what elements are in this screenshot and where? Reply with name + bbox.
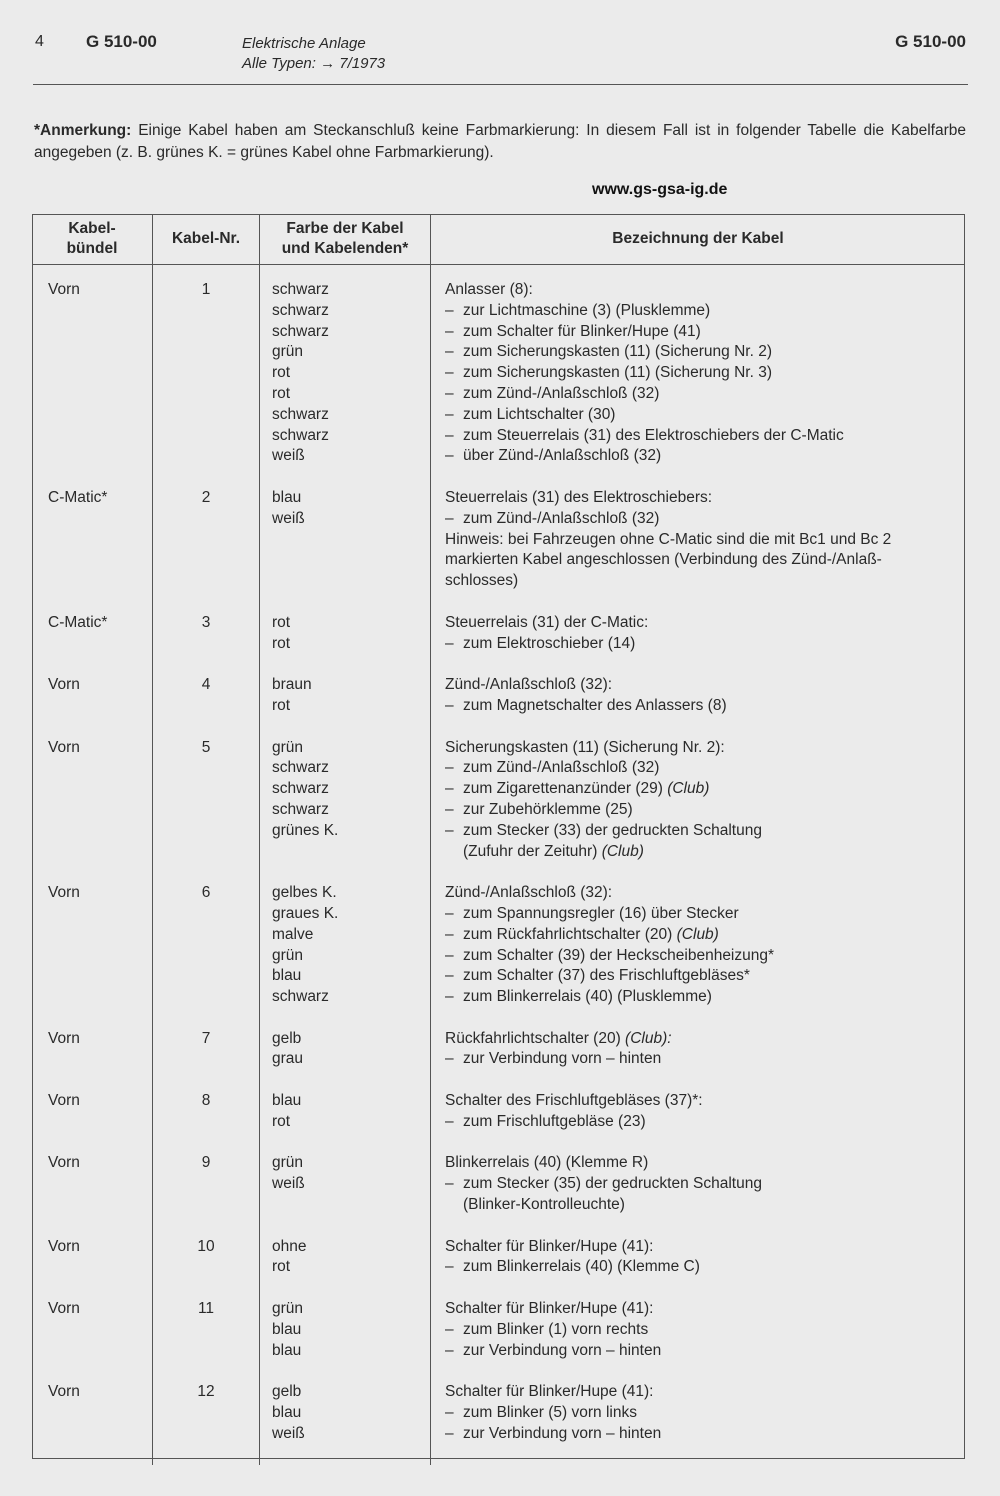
note-paragraph <box>34 120 966 164</box>
cell-number: 9 <box>153 1153 260 1236</box>
description-line <box>445 966 965 987</box>
header-number: Kabel-Nr. <box>153 214 260 265</box>
description-text: Steuerrelais (31) der C-Matic: <box>445 613 649 631</box>
cell-colors <box>260 1091 431 1153</box>
description-line <box>445 280 965 301</box>
cable-color: weiß <box>272 447 305 465</box>
cell-description <box>431 1153 966 1236</box>
description-line <box>445 1257 965 1278</box>
description-line <box>445 1403 965 1424</box>
description-text: zum Zünd-/Anlaßschloß (32) <box>463 509 660 527</box>
cable-color: blau <box>272 1092 302 1110</box>
description-text: schlosses) <box>445 572 519 590</box>
cable-color: grün <box>272 946 304 964</box>
description-line <box>445 946 965 967</box>
cell-number: 10 <box>153 1237 260 1299</box>
cell-description <box>431 675 966 737</box>
club-note: (Club) <box>667 780 710 798</box>
description-text: Steuerrelais (31) des Elektroschiebers: <box>445 488 713 506</box>
cell-number: 5 <box>153 738 260 884</box>
description-line <box>445 696 965 717</box>
description-text: zum Lichtschalter (30) <box>463 405 616 423</box>
description-line <box>445 925 965 946</box>
cable-color: blau <box>272 967 302 985</box>
description-line <box>445 509 965 530</box>
dash-bullet: – <box>445 1050 454 1068</box>
dash-bullet: – <box>445 696 454 714</box>
dash-bullet: – <box>445 1341 454 1359</box>
dash-bullet: – <box>445 800 454 818</box>
description-text: Rückfahrlichtschalter (20) <box>445 1029 621 1047</box>
cell-number: 12 <box>153 1382 260 1465</box>
cell-number: 11 <box>153 1299 260 1382</box>
description-text: Schalter für Blinker/Hupe (41): <box>445 1383 654 1401</box>
description-line <box>445 613 965 634</box>
description-text: zur Zubehörklemme (25) <box>463 800 633 818</box>
table-row <box>32 265 965 488</box>
description-line <box>445 446 965 467</box>
dash-bullet: – <box>445 1112 454 1130</box>
description-text: markierten Kabel angeschlossen (Verbindung des Zünd-/Anlaß- <box>445 551 882 569</box>
description-text: zum Spannungsregler (16) über Stecker <box>463 904 739 922</box>
cable-color: schwarz <box>272 322 329 340</box>
cell-description <box>431 883 966 1029</box>
description-line <box>445 1424 965 1445</box>
cell-colors <box>260 1299 431 1382</box>
description-text: Schalter für Blinker/Hupe (41): <box>445 1237 654 1255</box>
cell-bundle: C-Matic* <box>48 488 108 506</box>
cable-color: gelbes K. <box>272 884 337 902</box>
cell-bundle: Vorn <box>48 738 80 756</box>
description-line <box>445 1195 965 1216</box>
cable-color: schwarz <box>272 988 329 1006</box>
description-text: zum Schalter (39) der Heckscheibenheizung* <box>463 946 775 964</box>
description-line <box>445 987 965 1008</box>
description-line <box>445 800 965 821</box>
cell-colors <box>260 1382 431 1465</box>
dash-bullet: – <box>445 447 454 465</box>
cable-color: gelb <box>272 1383 302 1401</box>
table-row <box>32 613 965 675</box>
cable-color: blau <box>272 488 302 506</box>
description-line <box>445 363 965 384</box>
dash-bullet: – <box>445 343 454 361</box>
cell-colors <box>260 488 431 613</box>
description-text: zur Verbindung vorn – hinten <box>463 1050 662 1068</box>
cable-color: schwarz <box>272 405 329 423</box>
description-text: zum Stecker (33) der gedruckten Schaltung <box>463 821 762 839</box>
cell-number: 2 <box>153 488 260 613</box>
description-text: zum Blinkerrelais (40) (Klemme C) <box>463 1258 700 1276</box>
cell-bundle: Vorn <box>48 281 80 298</box>
document-code-right: G 510-00 <box>895 32 966 51</box>
cell-number: 8 <box>153 1091 260 1153</box>
header-color <box>260 214 431 265</box>
description-text: Zünd-/Anlaßschloß (32): <box>445 676 613 694</box>
cell-number: 3 <box>153 613 260 675</box>
note-label: *Anmerkung: <box>34 122 132 139</box>
description-text: zum Frischluftgebläse (23) <box>463 1112 646 1130</box>
cell-colors <box>260 1029 431 1091</box>
table-row <box>32 1299 965 1382</box>
cell-number: 1 <box>153 265 260 488</box>
header-divider <box>33 84 968 85</box>
header-bundle-line-2: bündel <box>66 240 118 257</box>
dash-bullet: – <box>445 384 454 402</box>
description-line <box>445 571 965 592</box>
table-row <box>32 883 965 1029</box>
table-row <box>32 1237 965 1299</box>
description-text: zum Zünd-/Anlaßschloß (32) <box>463 384 660 402</box>
description-text: zum Elektroschieber (14) <box>463 634 636 652</box>
cell-colors <box>260 883 431 1029</box>
table-row <box>32 488 965 613</box>
description-text: (Blinker-Kontrolleuchte) <box>463 1196 625 1214</box>
description-text: zum Rückfahrlichtschalter (20) <box>463 925 673 943</box>
description-line <box>445 904 965 925</box>
cell-colors <box>260 1153 431 1236</box>
dash-bullet: – <box>445 759 454 777</box>
cell-description <box>431 1091 966 1153</box>
subtitle-line-2: Alle Typen: → 7/1973 <box>242 55 386 72</box>
cable-color: schwarz <box>272 780 329 798</box>
cell-bundle: Vorn <box>48 676 80 694</box>
club-note: (Club) <box>676 925 719 943</box>
description-line <box>445 1237 965 1258</box>
cable-color: rot <box>272 1258 291 1276</box>
club-note: (Club): <box>625 1029 672 1047</box>
description-text: zum Blinker (1) vorn rechts <box>463 1320 649 1338</box>
table-body <box>32 265 965 1466</box>
cell-description <box>431 265 966 488</box>
cable-color: graues K. <box>272 904 339 922</box>
dash-bullet: – <box>445 904 454 922</box>
cell-bundle: Vorn <box>48 1237 80 1255</box>
description-line <box>445 1174 965 1195</box>
table-header-row <box>32 214 965 265</box>
cable-table <box>32 214 965 1465</box>
description-text: Schalter des Frischluftgebläses (37)*: <box>445 1092 703 1110</box>
cell-description <box>431 1237 966 1299</box>
cable-color: braun <box>272 676 312 694</box>
cell-bundle: Vorn <box>48 1029 80 1047</box>
description-text: Schalter für Blinker/Hupe (41): <box>445 1300 654 1318</box>
dash-bullet: – <box>445 1258 454 1276</box>
description-line <box>445 1299 965 1320</box>
watermark-url: www.gs-gsa-ig.de <box>592 181 728 198</box>
description-line <box>445 488 965 509</box>
description-line <box>445 675 965 696</box>
dash-bullet: – <box>445 1404 454 1422</box>
cable-color: schwarz <box>272 426 329 444</box>
cell-description <box>431 738 966 884</box>
cell-description <box>431 1029 966 1091</box>
description-text: zur Lichtmaschine (3) (Plusklemme) <box>463 301 711 319</box>
table-row <box>32 1382 965 1465</box>
cable-color: rot <box>272 1112 291 1130</box>
description-text: zum Schalter für Blinker/Hupe (41) <box>463 322 701 340</box>
description-line <box>445 1091 965 1112</box>
header-bundle <box>32 214 153 265</box>
cable-color: schwarz <box>272 800 329 818</box>
dash-bullet: – <box>445 946 454 964</box>
cable-color: grün <box>272 1154 304 1172</box>
description-line <box>445 342 965 363</box>
cell-number: 4 <box>153 675 260 737</box>
cell-colors <box>260 265 431 488</box>
cell-bundle: Vorn <box>48 1383 80 1401</box>
cable-color: weiß <box>272 509 305 527</box>
description-text: über Zünd-/Anlaßschloß (32) <box>463 447 662 465</box>
cable-color: blau <box>272 1404 302 1422</box>
description-line <box>445 301 965 322</box>
description-text: Hinweis: bei Fahrzeugen ohne C-Matic sind die mit Bc1 und Bc 2 <box>445 530 892 548</box>
description-line <box>445 1341 965 1362</box>
description-line <box>445 1320 965 1341</box>
description-line <box>445 530 965 551</box>
description-text: zum Magnetschalter des Anlassers (8) <box>463 696 727 714</box>
cell-bundle: Vorn <box>48 1154 80 1172</box>
cell-bundle: Vorn <box>48 1092 80 1110</box>
dash-bullet: – <box>445 925 454 943</box>
document-code-left: G 510-00 <box>86 32 157 51</box>
cable-color: ohne <box>272 1237 307 1255</box>
cable-color: blau <box>272 1320 302 1338</box>
cable-color: rot <box>272 384 291 402</box>
cell-colors <box>260 1237 431 1299</box>
cell-colors <box>260 613 431 675</box>
dash-bullet: – <box>445 509 454 527</box>
dash-bullet: – <box>445 967 454 985</box>
header-description: Bezeichnung der Kabel <box>431 214 966 265</box>
description-text: zum Blinkerrelais (40) (Plusklemme) <box>463 988 712 1006</box>
cell-bundle: Vorn <box>48 1300 80 1318</box>
description-text: zum Steuerrelais (31) des Elektroschiebers der C-Matic <box>463 426 844 444</box>
cell-number: 7 <box>153 1029 260 1091</box>
note-text: Einige Kabel haben am Steckanschluß keine Farbmarkierung: In diesem Fall ist in folgender Tabelle die Kabelfarbe angegeben (z. B. grünes K. = grünes Kabel ohne Farbmarkierung). <box>34 122 966 161</box>
description-text: zur Verbindung vorn – hinten <box>463 1424 662 1442</box>
dash-bullet: – <box>445 821 454 839</box>
cable-color: malve <box>272 925 314 943</box>
description-line <box>445 842 965 863</box>
table-row <box>32 1091 965 1153</box>
dash-bullet: – <box>445 1424 454 1442</box>
dash-bullet: – <box>445 301 454 319</box>
description-line <box>445 1049 965 1070</box>
header-color-line-2: und Kabelenden* <box>281 240 409 257</box>
dash-bullet: – <box>445 780 454 798</box>
cable-color: schwarz <box>272 759 329 777</box>
description-line <box>445 1112 965 1133</box>
description-text: zum Sicherungskasten (11) (Sicherung Nr. 2) <box>463 343 772 361</box>
table-row <box>32 738 965 884</box>
description-text: Anlasser (8): <box>445 281 533 298</box>
cell-bundle: Vorn <box>48 884 80 902</box>
cable-color: rot <box>272 696 291 714</box>
cable-color: grün <box>272 343 304 361</box>
description-line <box>445 426 965 447</box>
description-line <box>445 322 965 343</box>
cable-color: rot <box>272 613 291 631</box>
subtitle-line-1: Elektrische Anlage <box>242 35 366 52</box>
page-number: 4 <box>35 33 44 50</box>
description-text: zur Verbindung vorn – hinten <box>463 1341 662 1359</box>
club-note: (Club) <box>601 842 644 860</box>
table-row <box>32 1153 965 1236</box>
dash-bullet: – <box>445 405 454 423</box>
description-line <box>445 405 965 426</box>
description-text: Blinkerrelais (40) (Klemme R) <box>445 1154 649 1172</box>
cell-description <box>431 488 966 613</box>
description-line <box>445 1382 965 1403</box>
cable-color: rot <box>272 364 291 382</box>
cable-color: grünes K. <box>272 821 339 839</box>
description-text: zum Blinker (5) vorn links <box>463 1404 637 1422</box>
cell-bundle: C-Matic* <box>48 613 108 631</box>
dash-bullet: – <box>445 988 454 1006</box>
description-text: zum Zünd-/Anlaßschloß (32) <box>463 759 660 777</box>
cable-color: blau <box>272 1341 302 1359</box>
cable-color: rot <box>272 634 291 652</box>
description-text: zum Schalter (37) des Frischluftgebläses* <box>463 967 750 985</box>
dash-bullet: – <box>445 322 454 340</box>
cable-color: grau <box>272 1050 304 1068</box>
header-bundle-line-1: Kabel- <box>68 220 116 237</box>
description-line <box>445 738 965 759</box>
cable-color: weiß <box>272 1424 305 1442</box>
description-line <box>445 634 965 655</box>
cell-description <box>431 1299 966 1382</box>
table-row <box>32 1029 965 1091</box>
cable-color: schwarz <box>272 301 329 319</box>
description-text: zum Zigarettenanzünder (29) <box>463 780 663 798</box>
description-text: (Zufuhr der Zeituhr) <box>463 842 598 860</box>
document-subtitle <box>242 34 385 74</box>
description-text: zum Stecker (35) der gedruckten Schaltung <box>463 1175 762 1193</box>
description-line <box>445 550 965 571</box>
cable-color: weiß <box>272 1175 305 1193</box>
description-line <box>445 758 965 779</box>
description-line <box>445 883 965 904</box>
cable-color: schwarz <box>272 281 329 298</box>
header-color-line-1: Farbe der Kabel <box>286 220 404 237</box>
cell-description <box>431 613 966 675</box>
cell-colors <box>260 675 431 737</box>
dash-bullet: – <box>445 634 454 652</box>
cell-description <box>431 1382 966 1465</box>
description-text: Zünd-/Anlaßschloß (32): <box>445 884 613 902</box>
dash-bullet: – <box>445 1320 454 1338</box>
cell-colors <box>260 738 431 884</box>
cable-color: grün <box>272 1300 304 1318</box>
description-line <box>445 1153 965 1174</box>
description-text: Sicherungskasten (11) (Sicherung Nr. 2): <box>445 738 725 756</box>
cable-color: grün <box>272 738 304 756</box>
description-text: zum Sicherungskasten (11) (Sicherung Nr. 3) <box>463 364 772 382</box>
dash-bullet: – <box>445 426 454 444</box>
description-line <box>445 779 965 800</box>
table-row <box>32 675 965 737</box>
dash-bullet: – <box>445 1175 454 1193</box>
cell-number: 6 <box>153 883 260 1029</box>
cable-color: gelb <box>272 1029 302 1047</box>
description-line <box>445 384 965 405</box>
dash-bullet: – <box>445 364 454 382</box>
description-line <box>445 821 965 842</box>
description-line <box>445 1029 965 1050</box>
